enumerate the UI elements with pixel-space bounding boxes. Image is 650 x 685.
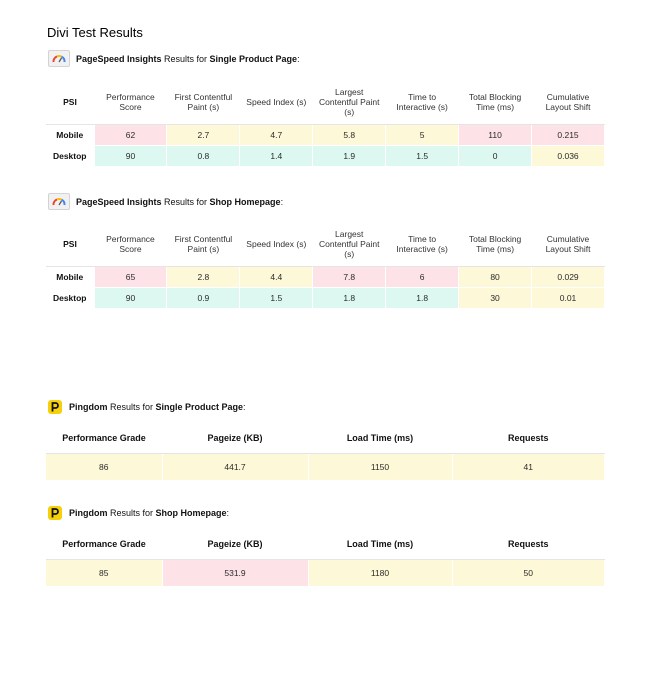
- table-cell: 86: [46, 454, 162, 481]
- column-header: Performance Score: [94, 79, 167, 125]
- column-header: Pageize (KB): [162, 529, 308, 560]
- section-page: Single Product Page: [209, 53, 298, 64]
- section-page: Single Product Page: [155, 402, 244, 412]
- table-row: [46, 560, 605, 587]
- page-title: Divi Test Results: [47, 25, 143, 40]
- table-header-row: [46, 423, 605, 454]
- column-header: Speed Index (s): [240, 79, 313, 125]
- table-cell: 110: [459, 125, 532, 146]
- table-cell: 62: [94, 125, 167, 146]
- table-cell: 2.7: [167, 125, 240, 146]
- table-cell: 85: [46, 560, 162, 587]
- table-row: [46, 454, 605, 481]
- table-cell: 0.036: [532, 146, 605, 167]
- column-header: Cumulative Layout Shift: [532, 221, 605, 267]
- pingdom-heading-single-product: [48, 400, 246, 414]
- table-row: [46, 267, 605, 288]
- column-header: Load Time (ms): [308, 529, 452, 560]
- section-page: Shop Homepage: [209, 196, 281, 207]
- table-row: [46, 288, 605, 309]
- psi-table-single-product: [46, 79, 605, 167]
- table-cell: 0.01: [532, 288, 605, 309]
- table-header-row: [46, 79, 605, 125]
- row-label: Mobile: [46, 267, 94, 288]
- column-header: First Contentful Paint (s): [167, 79, 240, 125]
- table-cell: 90: [94, 146, 167, 167]
- column-header: Cumulative Layout Shift: [532, 79, 605, 125]
- column-header: Largest Contentful Paint (s): [313, 221, 386, 267]
- column-header: Load Time (ms): [308, 423, 452, 454]
- row-label: Mobile: [46, 125, 94, 146]
- section-middle: Results for: [107, 402, 156, 412]
- column-header: Time to Interactive (s): [386, 79, 459, 125]
- psi-heading-shop-homepage: [48, 193, 283, 210]
- table-cell: 0: [459, 146, 532, 167]
- column-header: Total Blocking Time (ms): [459, 79, 532, 125]
- section-middle: Results for: [161, 196, 210, 207]
- column-header: Requests: [452, 423, 605, 454]
- pingdom-table-shop-homepage: [46, 529, 605, 586]
- pagespeed-gauge-icon: [48, 193, 70, 210]
- table-cell: 0.9: [167, 288, 240, 309]
- table-cell: 4.7: [240, 125, 313, 146]
- section-middle: Results for: [161, 53, 210, 64]
- table-cell: 1180: [308, 560, 452, 587]
- column-header: Largest Contentful Paint (s): [313, 79, 386, 125]
- table-cell: 6: [386, 267, 459, 288]
- table-cell: 1.4: [240, 146, 313, 167]
- table-cell: 41: [452, 454, 605, 481]
- table-cell: 1.9: [313, 146, 386, 167]
- section-brand: Pingdom: [69, 508, 108, 518]
- table-cell: 531.9: [162, 560, 308, 587]
- table-cell: 5: [386, 125, 459, 146]
- table-cell: 7.8: [313, 267, 386, 288]
- table-cell: 1.5: [386, 146, 459, 167]
- table-header-row: [46, 529, 605, 560]
- table-row: [46, 125, 605, 146]
- pingdom-table-single-product: [46, 423, 605, 480]
- table-cell: 5.8: [313, 125, 386, 146]
- table-cell: 90: [94, 288, 167, 309]
- table-cell: 2.8: [167, 267, 240, 288]
- column-header: Pageize (KB): [162, 423, 308, 454]
- row-label: Desktop: [46, 146, 94, 167]
- section-page: Shop Homepage: [155, 508, 227, 518]
- section-brand: Pingdom: [69, 402, 108, 412]
- column-header: Requests: [452, 529, 605, 560]
- section-suffix: :: [280, 196, 284, 207]
- psi-table-shop-homepage: [46, 221, 605, 309]
- column-header: First Contentful Paint (s): [167, 221, 240, 267]
- column-header: Total Blocking Time (ms): [459, 221, 532, 267]
- column-header: Performance Score: [94, 221, 167, 267]
- pingdom-logo-icon: [48, 506, 62, 520]
- table-row: [46, 146, 605, 167]
- table-cell: 1150: [308, 454, 452, 481]
- column-header: PSI: [46, 79, 94, 125]
- column-header: Performance Grade: [46, 529, 162, 560]
- table-header-row: [46, 221, 605, 267]
- table-cell: 80: [459, 267, 532, 288]
- section-brand: PageSpeed Insights: [76, 53, 162, 64]
- column-header: Time to Interactive (s): [386, 221, 459, 267]
- column-header: Speed Index (s): [240, 221, 313, 267]
- section-suffix: :: [243, 402, 246, 412]
- table-cell: 441.7: [162, 454, 308, 481]
- table-cell: 1.8: [313, 288, 386, 309]
- pingdom-logo-icon: [48, 400, 62, 414]
- column-header: Performance Grade: [46, 423, 162, 454]
- table-cell: 0.8: [167, 146, 240, 167]
- pingdom-heading-shop-homepage: [48, 506, 229, 520]
- psi-heading-single-product: [48, 50, 300, 67]
- table-cell: 0.029: [532, 267, 605, 288]
- table-cell: 65: [94, 267, 167, 288]
- table-cell: 4.4: [240, 267, 313, 288]
- table-cell: 50: [452, 560, 605, 587]
- table-cell: 0.215: [532, 125, 605, 146]
- section-suffix: :: [226, 508, 230, 518]
- section-brand: PageSpeed Insights: [76, 196, 162, 207]
- section-middle: Results for: [107, 508, 156, 518]
- table-cell: 1.5: [240, 288, 313, 309]
- pagespeed-gauge-icon: [48, 50, 70, 67]
- section-suffix: :: [297, 53, 300, 64]
- table-cell: 30: [459, 288, 532, 309]
- table-cell: 1.8: [386, 288, 459, 309]
- row-label: Desktop: [46, 288, 94, 309]
- column-header: PSI: [46, 221, 94, 267]
